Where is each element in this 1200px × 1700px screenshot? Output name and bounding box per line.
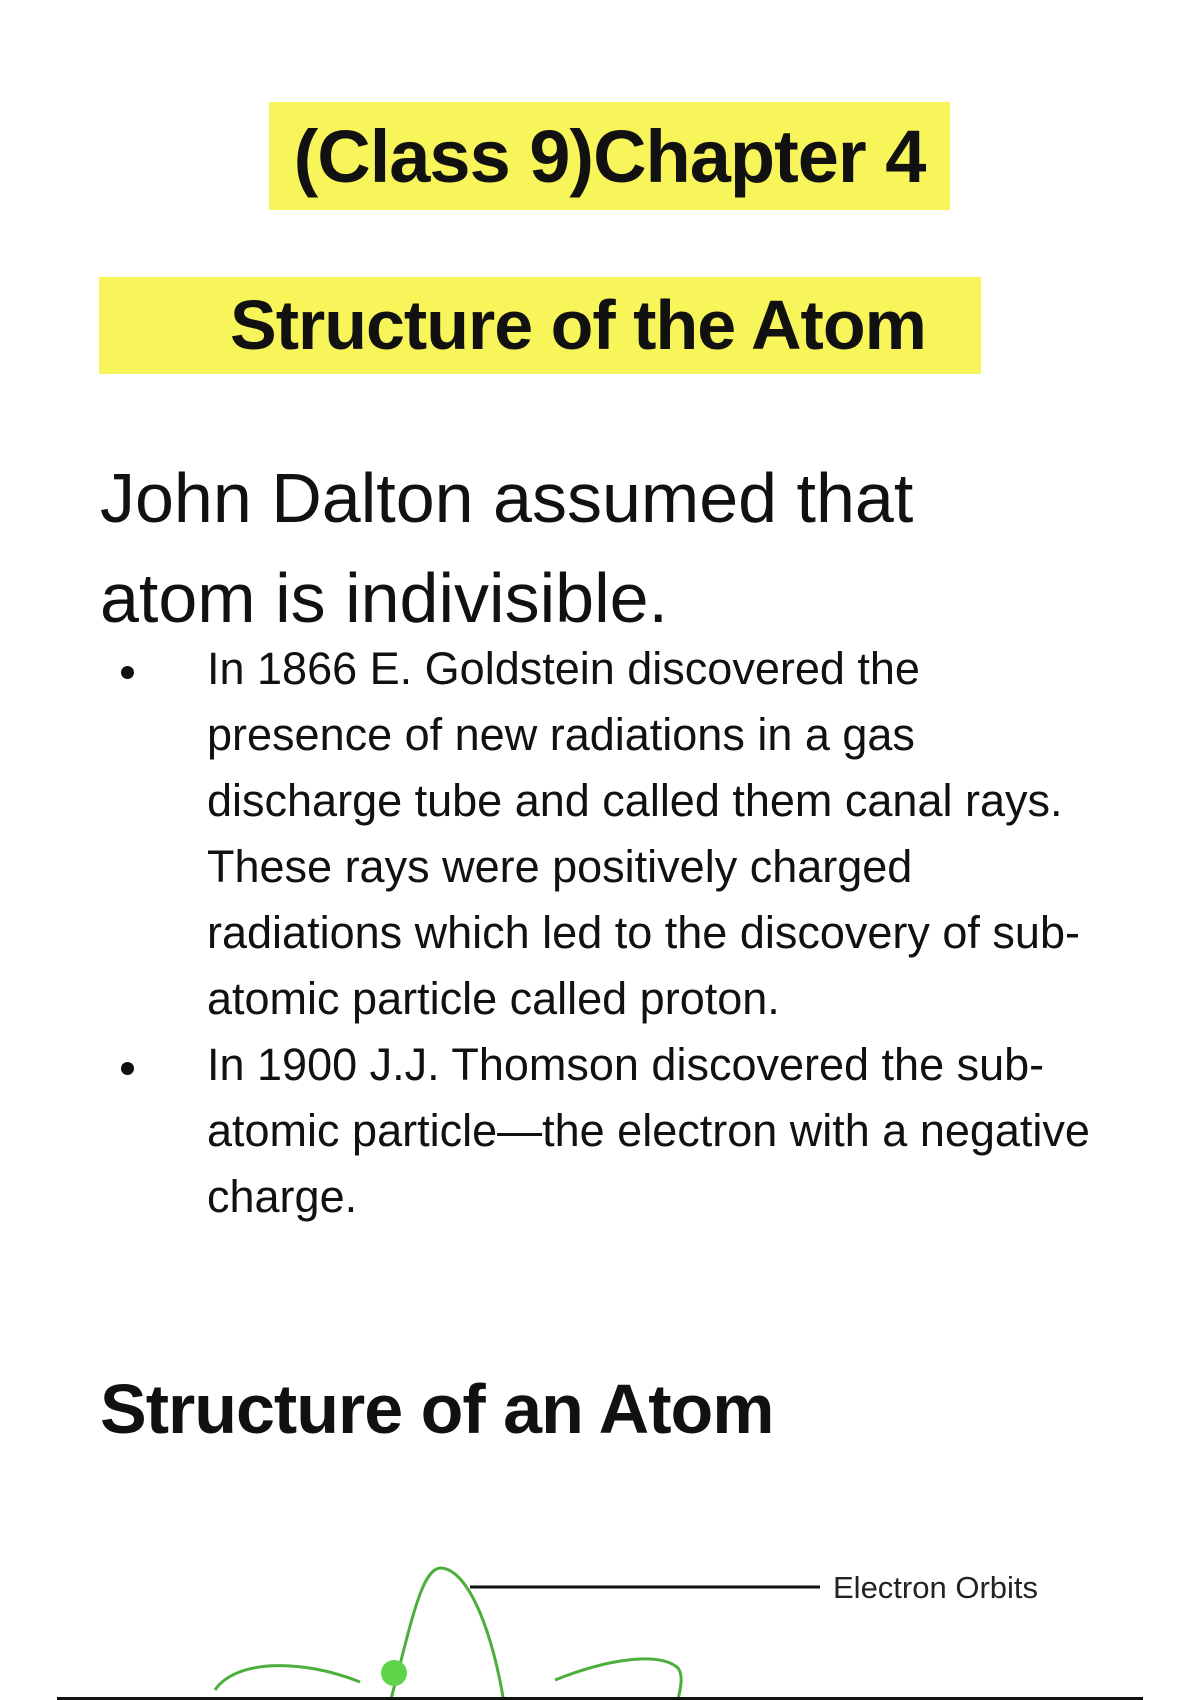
page-title: Structure of the Atom (230, 286, 926, 364)
section-heading: Structure of an Atom (100, 1370, 774, 1448)
electron (381, 1660, 407, 1686)
chapter-title: (Class 9)Chapter 4 (293, 115, 926, 198)
electron-orbit (555, 1659, 681, 1700)
bullet-text: In 1866 E. Goldstein discovered the presence of new radiations in a gas discharge tube and called them canal rays. These rays were positively charged radiations which led to the discovery of sub-atomic particle called proton. (207, 643, 1080, 1024)
bullet-text: In 1900 J.J. Thomson discovered the sub-atomic particle—the electron with a negative charge. (207, 1039, 1090, 1222)
bullet-icon (121, 666, 134, 679)
list-item (100, 636, 1100, 1032)
atom-diagram (0, 1540, 1200, 1700)
intro-statement: John Dalton assumed that atom is indivisible. (100, 459, 914, 637)
electron-orbit (215, 1666, 360, 1690)
bullet-list (100, 636, 1100, 1230)
electron-orbits-label: Electron Orbits (833, 1570, 1039, 1605)
bullet-icon (121, 1062, 134, 1075)
list-item (100, 1032, 1100, 1230)
